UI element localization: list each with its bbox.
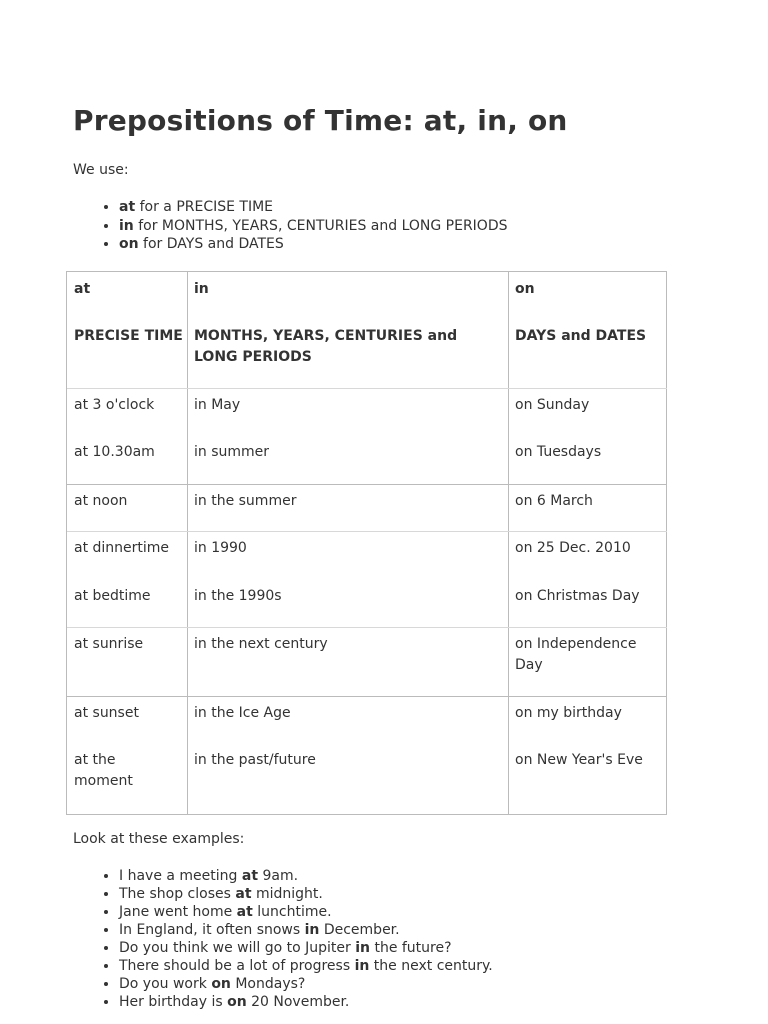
table-cell: on Independence Day bbox=[515, 636, 637, 673]
table-cell: on Christmas Day bbox=[515, 588, 640, 604]
header-cell-at: at bbox=[74, 281, 91, 297]
example-text: Jane went home bbox=[119, 904, 237, 920]
table-cell: in May bbox=[194, 397, 241, 413]
table-cell: at noon bbox=[74, 493, 128, 509]
rule-item-at bbox=[119, 198, 508, 217]
subheader-cell-in: MONTHS, YEARS, CENTURIES and LONG PERIODS bbox=[194, 328, 458, 365]
example-item bbox=[119, 867, 493, 885]
row-divider bbox=[67, 696, 667, 697]
example-text: midnight. bbox=[251, 886, 323, 902]
example-text: Do you think we will go to Jupiter bbox=[119, 940, 356, 956]
table-cell: in the next century bbox=[194, 636, 328, 652]
example-prep: on bbox=[211, 976, 231, 992]
column-divider bbox=[666, 272, 667, 814]
rules-list bbox=[93, 198, 508, 254]
table-cell: on 25 Dec. 2010 bbox=[515, 540, 631, 556]
table-cell: on New Year's Eve bbox=[515, 752, 643, 768]
table-cell: on my birthday bbox=[515, 705, 622, 721]
example-prep: in bbox=[304, 922, 320, 938]
rule-item-on bbox=[119, 235, 508, 254]
example-item bbox=[119, 957, 493, 975]
example-item bbox=[119, 921, 493, 939]
rule-prep: at bbox=[119, 199, 136, 215]
rule-text: for MONTHS, YEARS, CENTURIES and LONG PERIODS bbox=[133, 217, 508, 234]
rule-text: for DAYS and DATES bbox=[138, 236, 284, 252]
table-cell: at dinnertime bbox=[74, 540, 170, 556]
rule-item-in bbox=[119, 217, 508, 236]
table-cell: in the past/future bbox=[194, 752, 316, 768]
prepositions-table bbox=[66, 271, 667, 815]
example-text: There should be a lot of progress bbox=[119, 958, 355, 974]
example-text: 20 November. bbox=[246, 994, 350, 1010]
column-divider bbox=[508, 272, 509, 814]
example-text: December. bbox=[319, 922, 400, 938]
example-text: the future? bbox=[370, 940, 452, 956]
header-cell-on: on bbox=[515, 281, 535, 297]
example-text: I have a meeting bbox=[119, 868, 242, 884]
example-prep: in bbox=[355, 940, 370, 956]
example-prep: at bbox=[241, 868, 259, 884]
rule-text: for a PRECISE TIME bbox=[135, 199, 274, 215]
rule-prep: in bbox=[119, 217, 134, 234]
example-item bbox=[119, 975, 493, 993]
table-cell: in summer bbox=[194, 444, 270, 460]
table-cell: at 10.30am bbox=[74, 444, 155, 460]
table-cell: at the moment bbox=[74, 752, 133, 789]
table-cell: in the 1990s bbox=[194, 588, 282, 604]
rule-prep: on bbox=[119, 236, 139, 252]
table-cell: on Tuesdays bbox=[515, 444, 602, 460]
table-cell: on Sunday bbox=[515, 397, 590, 413]
row-divider bbox=[67, 627, 667, 628]
example-prep: in bbox=[354, 958, 370, 974]
example-item bbox=[119, 885, 493, 903]
example-text: The shop closes bbox=[119, 886, 236, 902]
example-prep: at bbox=[236, 904, 253, 920]
row-divider bbox=[67, 531, 667, 532]
examples-list bbox=[93, 867, 493, 1011]
header-cell-in: in bbox=[194, 281, 209, 297]
table-cell: at sunrise bbox=[74, 636, 144, 652]
example-text: Mondays? bbox=[230, 976, 306, 992]
table-cell: at 3 o'clock bbox=[74, 397, 155, 413]
example-item bbox=[119, 939, 493, 957]
table-cell: at bedtime bbox=[74, 588, 151, 604]
examples-intro: Look at these examples: bbox=[73, 831, 245, 847]
example-item bbox=[119, 903, 493, 921]
example-prep: on bbox=[227, 994, 247, 1010]
example-item bbox=[119, 993, 493, 1011]
column-divider bbox=[187, 272, 188, 814]
table-cell: in the Ice Age bbox=[194, 705, 291, 721]
example-text: Do you work bbox=[119, 976, 212, 992]
example-text: the next century. bbox=[369, 958, 493, 974]
example-prep: at bbox=[235, 886, 252, 902]
subheader-cell-at: PRECISE TIME bbox=[74, 328, 183, 344]
page-title: Prepositions of Time: at, in, on bbox=[73, 104, 568, 137]
subheader-cell-on: DAYS and DATES bbox=[515, 328, 647, 344]
table-cell: in 1990 bbox=[194, 540, 247, 556]
example-text: In England, it often snows bbox=[119, 922, 305, 938]
example-text: lunchtime. bbox=[252, 904, 332, 920]
table-cell: on 6 March bbox=[515, 493, 593, 509]
example-text: 9am. bbox=[258, 868, 299, 884]
row-divider bbox=[67, 484, 667, 485]
table-cell: in the summer bbox=[194, 493, 297, 509]
table-cell: at sunset bbox=[74, 705, 139, 721]
example-text: Her birthday is bbox=[119, 994, 228, 1010]
row-divider bbox=[67, 388, 667, 389]
intro-text: We use: bbox=[73, 162, 129, 178]
